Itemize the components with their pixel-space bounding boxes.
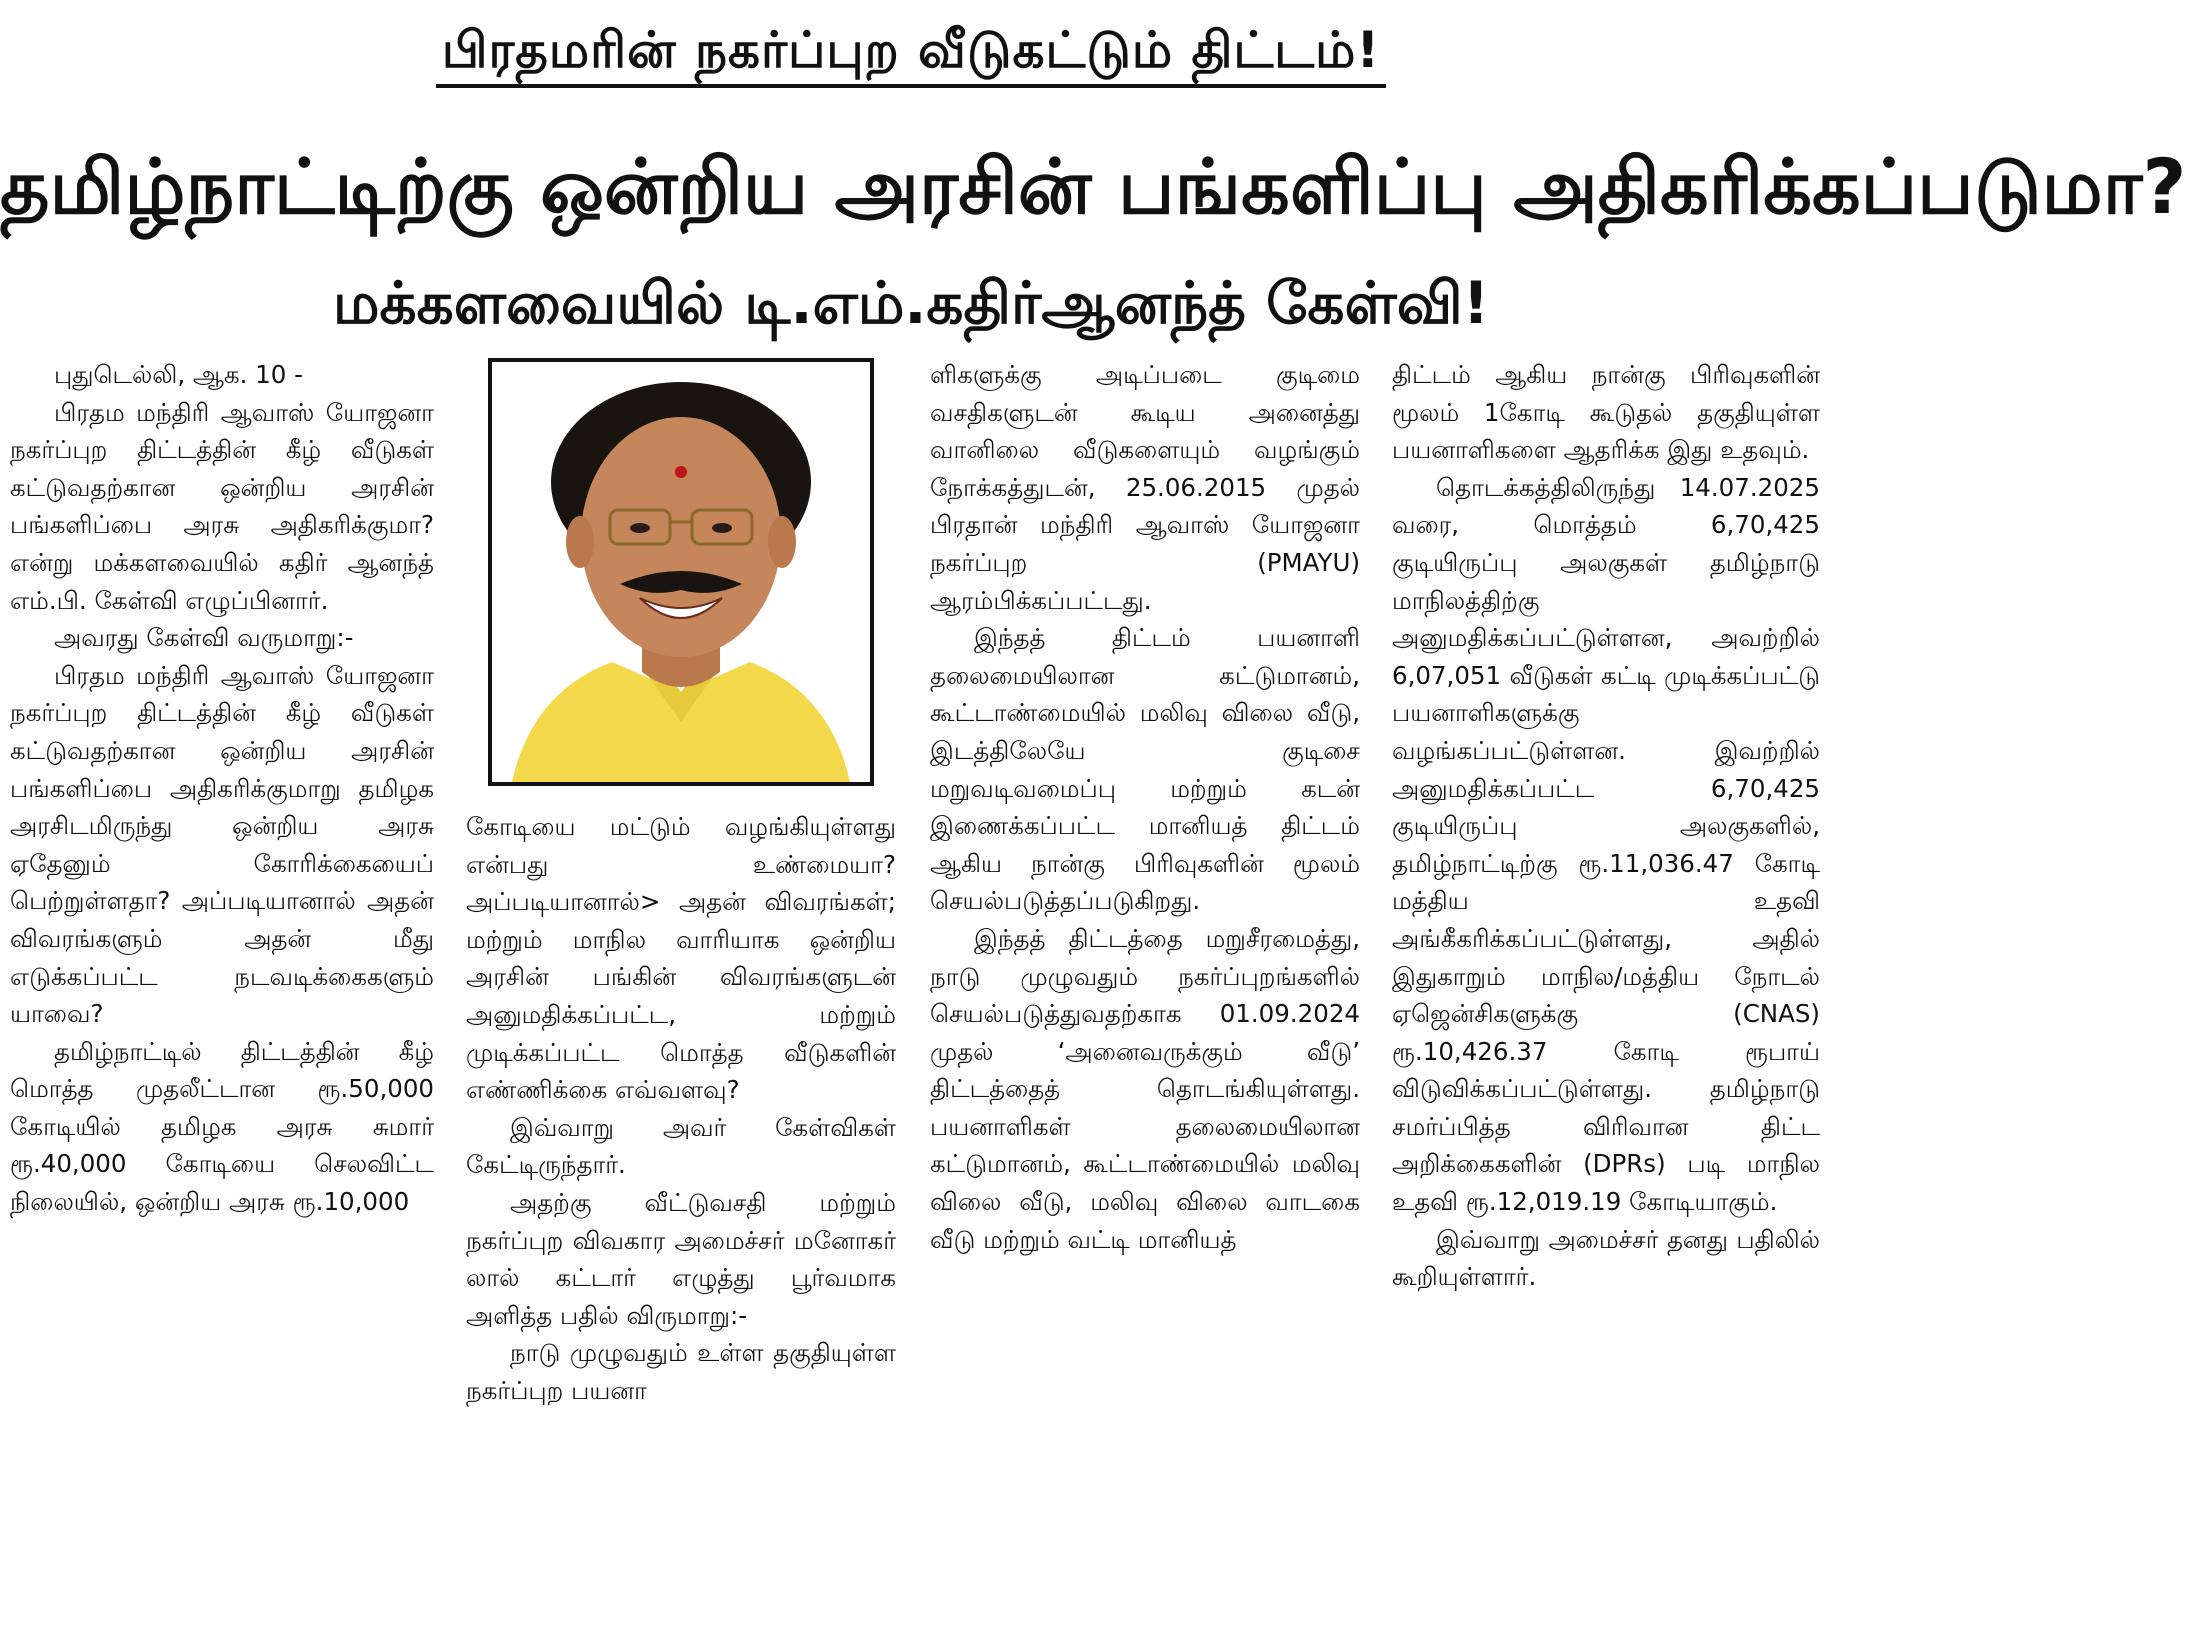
portrait-photo: [488, 358, 874, 786]
body-paragraph: கோடியை மட்டும் வழங்கியுள்ளது என்பது உண்மையா? அப்படியானால்> அதன் விவரங்கள்; மற்றும் மாநில வாரியாக ஒன்றிய அரசின் பங்கின் விவரங்களுடன் அனுமதிக்கப்பட்ட, மற்றும் முடிக்கப்பட்ட மொத்த வீடுகளின் எண்ணிக்கை எவ்வளவு?: [466, 812, 896, 1105]
dateline-paragraph: புதுடெல்லி, ஆக. 10 -: [54, 360, 303, 389]
body-paragraph: இவ்வாறு அமைச்சர் தனது பதிலில் கூறியுள்ளார்.: [1392, 1224, 1820, 1292]
body-paragraph: இவ்வாறு அவர் கேள்விகள் கேட்டிருந்தார்.: [466, 1112, 896, 1180]
subhead: மக்களவையில் டி.எம்.கதிர்ஆனந்த் கேள்வி!: [332, 269, 1490, 337]
body-paragraph: பிரதம மந்திரி ஆவாஸ் யோஜனா நகர்ப்புற திட்டத்தின் கீழ் வீடுகள் கட்டுவதற்கான ஒன்றிய அரசின் பங்களிப்பை அரசு அதிகரிக்குமா? என்று மக்களவையில் கதிர் ஆனந்த் எம்.பி. கேள்வி எழுப்பினார்.: [10, 397, 434, 615]
article-column-2: [466, 808, 896, 1410]
portrait-icon: [492, 362, 870, 782]
article-column-1: [10, 356, 434, 1221]
body-paragraph: ளிகளுக்கு அடிப்படை குடிமை வசதிகளுடன் கூடிய அனைத்து வானிலை வீடுகளையும் வழங்கும் நோக்கத்துடன், 25.06.2015 முதல் பிரதான் மந்திரி ஆவாஸ் யோஜனா நகர்ப்புற (PMAYU) ஆரம்பிக்கப்பட்டது.: [930, 360, 1360, 615]
kicker-text: பிரதமரின் நகர்ப்புற வீடுகட்டும் திட்டம்!: [436, 18, 1386, 88]
body-paragraph: தமிழ்நாட்டில் திட்டத்தின் கீழ் மொத்த முதலீட்டான ரூ.50,000 கோடியில் தமிழக அரசு சுமார் ரூ.40,000 கோடியை செலவிட்ட நிலையில், ஒன்றிய அரசு ரூ.10,000: [10, 1036, 434, 1217]
body-paragraph: இந்தத் திட்டம் பயனாளி தலைமையிலான கட்டுமானம், கூட்டாண்மையில் மலிவு விலை வீடு, இடத்திலேயே குடிசை மறுவடிவமைப்பு மற்றும் கடன் இணைக்கப்பட்ட மானியத் திட்டம் ஆகிய நான்கு பிரிவுகளின் மூலம் செயல்படுத்தப்படுகிறது.: [930, 623, 1360, 916]
kicker-banner: [0, 18, 1822, 88]
article-column-4: [1392, 356, 1820, 1296]
body-paragraph: பிரதம மந்திரி ஆவாஸ் யோஜனா நகர்ப்புற திட்டத்தின் கீழ் வீடுகள் கட்டுவதற்கான ஒன்றிய அரசின் பங்களிப்பை அதிகரிக்குமாறு தமிழக அரசிடமிருந்து ஒன்றிய அரசு ஏதேனும் கோரிக்கையைப் பெற்றுள்ளதா? அப்படியானால் அதன் விவரங்களும் அதன் மீது எடுக்கப்பட்ட நடவடிக்கைகளும் யாவை?: [10, 660, 434, 1029]
article-column-3: [930, 356, 1360, 1258]
body-paragraph: இந்தத் திட்டத்தை மறுசீரமைத்து, நாடு முழுவதும் நகர்ப்புறங்களில் செயல்படுத்துவதற்காக 01.09.2024 முதல் ‘அனைவருக்கும் வீடு’ திட்டத்தைத் தொடங்கியுள்ளது. பயனாளிகள் தலைமையிலான கட்டுமானம், கூட்டாண்மையில் மலிவு விலை வீடு, மலிவு விலை வாடகை வீடு மற்றும் வட்டி மானியத்: [930, 923, 1360, 1254]
body-paragraph: அதற்கு வீட்டுவசதி மற்றும் நகர்ப்புற விவகார அமைச்சர் மனோகர் லால் கட்டார் எழுத்து பூர்வமாக அளித்த பதில் விருமாறு:-: [466, 1187, 896, 1330]
body-paragraph: அவரது கேள்வி வருமாறு:-: [54, 623, 354, 653]
body-paragraph: தொடக்கத்திலிருந்து 14.07.2025 வரை, மொத்தம் 6,70,425 குடியிருப்பு அலகுகள் தமிழ்நாடு மாநிலத்திற்கு அனுமதிக்கப்பட்டுள்ளன, அவற்றில் 6,07,051 வீடுகள் கட்டி முடிக்கப்பட்டு பயனாளிகளுக்கு வழங்கப்பட்டுள்ளன. இவற்றில் அனுமதிக்கப்பட்ட 6,70,425 குடியிருப்பு அலகுகளில், தமிழ்நாட்டிற்கு ரூ.11,036.47 கோடி மத்திய உதவி அங்கீகரிக்கப்பட்டுள்ளது, அதில் இதுகாறும் மாநில/மத்திய நோடல் ஏஜென்சிகளுக்கு (CNAS) ரூ.10,426.37 கோடி ரூபாய் விடுவிக்கப்பட்டுள்ளது. தமிழ்நாடு சமர்ப்பித்த விரிவான திட்ட அறிக்கைகளின் (DPRs) படி மாநில உதவி ரூ.12,019.19 கோடியாகும்.: [1392, 472, 1820, 1217]
body-paragraph: நாடு முழுவதும் உள்ள தகுதியுள்ள நகர்ப்புற பயனா: [466, 1338, 896, 1405]
headline: தமிழ்நாட்டிற்கு ஒன்றிய அரசின் பங்களிப்பு அதிகரிக்கப்படுமா?: [0, 142, 2186, 231]
body-paragraph: திட்டம் ஆகிய நான்கு பிரிவுகளின் மூலம் 1கோடி கூடுதல் தகுதியுள்ள பயனாளிகளை ஆதரிக்க இது உதவும்.: [1392, 360, 1820, 465]
